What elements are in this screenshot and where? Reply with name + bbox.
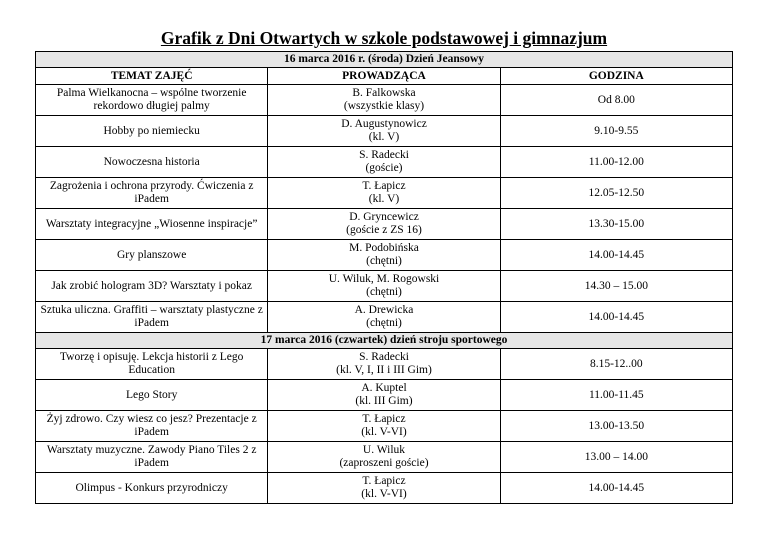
day2-section-row xyxy=(36,333,733,349)
teacher-group: (zaproszeni goście) xyxy=(339,457,429,469)
table-row xyxy=(36,209,733,240)
schedule-table xyxy=(35,51,733,504)
table-row xyxy=(36,271,733,302)
table-row xyxy=(36,411,733,442)
topic-cell: Gry planszowe xyxy=(36,240,268,271)
teacher-group: (chętni) xyxy=(366,317,402,329)
teacher-name: S. Radecki xyxy=(359,351,409,363)
teacher-cell xyxy=(268,209,500,240)
teacher-cell xyxy=(268,473,500,504)
time-cell: 14.00-14.45 xyxy=(500,302,732,333)
teacher-group: (kl. V, I, II i III Gim) xyxy=(336,364,432,376)
topic-cell: Zagrożenia i ochrona przyrody. Ćwiczenia z iPadem xyxy=(36,178,268,209)
table-row xyxy=(36,116,733,147)
teacher-cell xyxy=(268,271,500,302)
topic-cell: Olimpus - Konkurs przyrodniczy xyxy=(36,473,268,504)
teacher-cell xyxy=(268,349,500,380)
topic-cell: Palma Wielkanocna – wspólne tworzenie rekordowo długiej palmy xyxy=(36,85,268,116)
teacher-name: A. Drewicka xyxy=(354,304,414,316)
teacher-group: (kl. V-VI) xyxy=(361,488,407,500)
teacher-group: (kl. V) xyxy=(368,131,400,143)
time-cell: 14.30 – 15.00 xyxy=(500,271,732,302)
teacher-name: T. Łapicz xyxy=(362,180,406,192)
teacher-group: (wszystkie klasy) xyxy=(343,100,425,112)
table-row xyxy=(36,240,733,271)
table-row xyxy=(36,442,733,473)
teacher-name: U. Wiluk, M. Rogowski xyxy=(328,273,440,285)
time-cell: 13.30-15.00 xyxy=(500,209,732,240)
teacher-name: D. Gryncewicz xyxy=(349,211,419,223)
topic-cell: Warsztaty muzyczne. Zawody Piano Tiles 2 z iPadem xyxy=(36,442,268,473)
header-row xyxy=(36,68,733,85)
time-cell: 12.05-12.50 xyxy=(500,178,732,209)
table-row xyxy=(36,302,733,333)
teacher-name: D. Augustynowicz xyxy=(341,118,427,130)
table-row xyxy=(36,473,733,504)
time-cell: 9.10-9.55 xyxy=(500,116,732,147)
teacher-cell xyxy=(268,240,500,271)
topic-cell: Żyj zdrowo. Czy wiesz co jesz? Prezentacje z iPadem xyxy=(36,411,268,442)
teacher-name: T. Łapicz xyxy=(362,413,406,425)
teacher-name: A. Kuptel xyxy=(361,382,407,394)
topic-cell: Tworzę i opisuję. Lekcja historii z Lego Education xyxy=(36,349,268,380)
table-row xyxy=(36,147,733,178)
teacher-name: S. Radecki xyxy=(359,149,409,161)
document-title: Grafik z Dni Otwartych w szkole podstawowej i gimnazjum xyxy=(160,28,608,48)
teacher-group: (kl. III Gim) xyxy=(355,395,413,407)
teacher-cell xyxy=(268,85,500,116)
teacher-cell xyxy=(268,380,500,411)
teacher-group: (chętni) xyxy=(366,286,402,298)
time-cell: 14.00-14.45 xyxy=(500,240,732,271)
header-topic: TEMAT ZAJĘĆ xyxy=(36,68,268,85)
header-teacher: PROWADZĄCA xyxy=(268,68,500,85)
teacher-cell xyxy=(268,302,500,333)
time-cell: 14.00-14.45 xyxy=(500,473,732,504)
teacher-name: M. Podobińska xyxy=(349,242,419,254)
teacher-name: U. Wiluk xyxy=(362,444,406,456)
topic-cell: Lego Story xyxy=(36,380,268,411)
teacher-cell xyxy=(268,147,500,178)
topic-cell: Hobby po niemiecku xyxy=(36,116,268,147)
time-cell: Od 8.00 xyxy=(500,85,732,116)
table-row xyxy=(36,380,733,411)
teacher-cell xyxy=(268,116,500,147)
time-cell: 13.00 – 14.00 xyxy=(500,442,732,473)
time-cell: 11.00-12.00 xyxy=(500,147,732,178)
time-cell: 11.00-11.45 xyxy=(500,380,732,411)
table-row xyxy=(36,178,733,209)
topic-cell: Jak zrobić hologram 3D? Warsztaty i pokaz xyxy=(36,271,268,302)
teacher-cell xyxy=(268,178,500,209)
teacher-name: T. Łapicz xyxy=(362,475,406,487)
day2-label: 17 marca 2016 (czwartek) dzień stroju sportowego xyxy=(36,333,733,349)
table-row xyxy=(36,349,733,380)
day1-label: 16 marca 2016 r. (środa) Dzień Jeansowy xyxy=(36,52,733,68)
topic-cell: Nowoczesna historia xyxy=(36,147,268,178)
teacher-group: (chętni) xyxy=(366,255,402,267)
teacher-group: (kl. V) xyxy=(368,193,400,205)
time-cell: 13.00-13.50 xyxy=(500,411,732,442)
teacher-cell xyxy=(268,411,500,442)
topic-cell: Sztuka uliczna. Graffiti – warsztaty plastyczne z iPadem xyxy=(36,302,268,333)
day1-section-row xyxy=(36,52,733,68)
teacher-group: (kl. V-VI) xyxy=(361,426,407,438)
topic-cell: Warsztaty integracyjne „Wiosenne inspiracje” xyxy=(36,209,268,240)
teacher-cell xyxy=(268,442,500,473)
table-row xyxy=(36,85,733,116)
teacher-group: (goście) xyxy=(365,162,403,174)
teacher-name: B. Falkowska xyxy=(352,87,416,99)
time-cell: 8.15-12..00 xyxy=(500,349,732,380)
teacher-group: (goście z ZS 16) xyxy=(346,224,422,236)
header-time: GODZINA xyxy=(500,68,732,85)
